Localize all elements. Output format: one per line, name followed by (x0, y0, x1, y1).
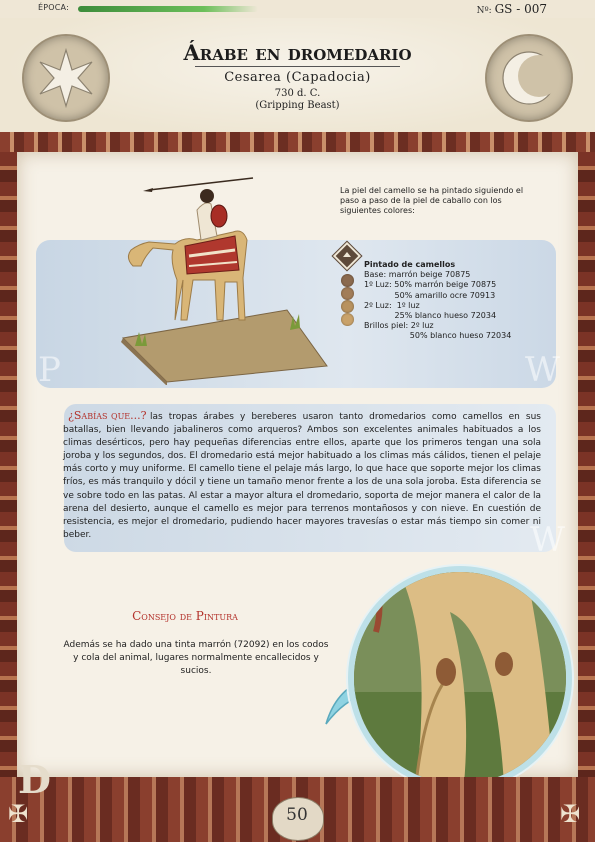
crescent-moon-emblem (485, 34, 573, 122)
consejo-text: Además se ha dado una tinta marrón (72092) en los codos y cola del animal, lugares normalmente encallecidos y sucios. (63, 640, 329, 676)
miniature-photo (115, 170, 335, 385)
left-border (0, 152, 17, 777)
color-swatch (341, 300, 354, 313)
reference-code: GS - 007 (494, 2, 547, 16)
recipe-line: 25% blanco hueso 72034 (364, 311, 497, 321)
arrow-icon (343, 252, 351, 257)
recipe-line: 1º Luz: 50% marrón beige 70875 (364, 280, 497, 290)
title-underline (195, 66, 400, 67)
recipe-line: Base: marrón beige 70875 (364, 270, 471, 280)
corner-letter: D (18, 757, 51, 802)
reference-number (477, 2, 547, 16)
sabias-text: las tropas árabes y bereberes usaron tanto dromedarios como camellos en sus batallas, bien llevando jabalineros como arqueros? Ambos son excelentes animales habituados a los climas desérticos, pero hay pequeñas diferencias entre ellos, aparte que los primeros tengan una sola joroba y los segundos, dos. El dromedario está mejor habituado a los climas más cálidos, tienen el pelaje más corto y muy uniforme. El camello tiene el pelaje más largo, lo que hace que soporte mejor los climas fríos, es más tranquilo y dócil y tiene un tamaño menor frente a los de una sola joroba. Esta diferencia se ve sobre todo en las patas. Al estar a mayor altura el dromedario, soporta de mejor manera el calor de la arena del desierto, aunque el camello es mejor para terrenos montañosos y con nieve. En cuestión de resistencia, es mejor el dromedario, pudiendo hacer mayores travesías o estar más tiempo sin comer ni beber. (63, 412, 541, 540)
watermark-letter: P (38, 350, 61, 390)
recipe-line: Brillos piel: 2º luz (364, 321, 434, 331)
detail-photo (348, 566, 572, 790)
reference-label: Nº: (476, 6, 492, 16)
cross-ornament-icon: ✠ (8, 800, 29, 828)
recipe-list (364, 260, 549, 342)
page-number: 50 (286, 805, 308, 825)
color-swatch (341, 287, 354, 300)
templar-cross-emblem (22, 34, 110, 122)
intro-text: La piel del camello se ha pintado siguiendo el paso a paso de la piel de caballo con los siguientes colores: (340, 186, 524, 215)
date-line: 730 d. C. (274, 88, 321, 99)
page-subtitle: Cesarea (Capadocia) (224, 70, 371, 85)
epoca-label: ÉPOCA: (38, 3, 69, 12)
watermark-letter: W (530, 520, 565, 560)
header-border (0, 132, 595, 152)
recipe-line: 50% blanco hueso 72034 (364, 331, 512, 341)
color-swatch (341, 274, 354, 287)
recipe-heading: Pintado de camellos (364, 260, 456, 269)
color-swatch (341, 313, 354, 326)
right-border (578, 152, 595, 777)
watermark-letter: W (525, 350, 560, 390)
consejo-heading: Consejo de Pintura (132, 609, 238, 623)
epoca-bar (78, 6, 258, 12)
recipe-line: 50% amarillo ocre 70913 (364, 290, 496, 300)
cross-ornament-icon: ✠ (560, 800, 581, 828)
page-title: Árabe en dromedario (183, 40, 412, 65)
recipe-line: 2º Luz: 1º luz (364, 300, 420, 310)
maker-line: (Gripping Beast) (255, 100, 340, 111)
sabias-heading: ¿Sabías que...? (68, 409, 147, 422)
